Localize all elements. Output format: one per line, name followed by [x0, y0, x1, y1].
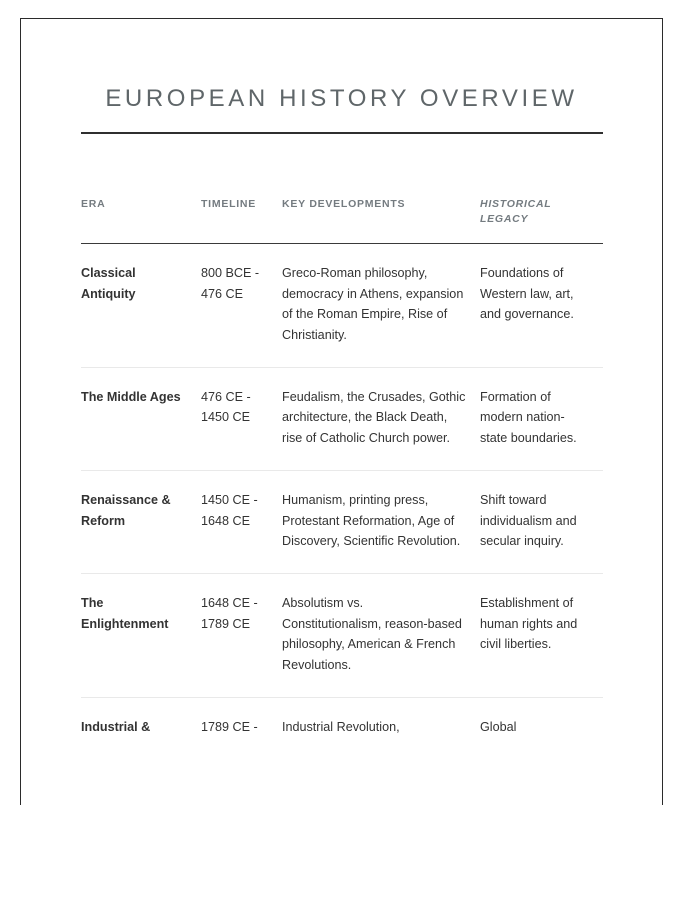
table-row	[81, 574, 603, 698]
cell-developments: Humanism, printing press, Protestant Reformation, Age of Discovery, Scientific Revolution.	[282, 471, 480, 574]
column-header-developments: KEY DEVELOPMENTS	[282, 197, 480, 244]
column-header-era: ERA	[81, 197, 201, 244]
cell-legacy: Global	[480, 719, 517, 734]
cell-era: The Enlightenment	[81, 574, 201, 698]
cell-era: Industrial &	[81, 719, 151, 734]
history-table-container	[81, 197, 603, 759]
cell-legacy: Foundations of Western law, art, and governance.	[480, 244, 603, 368]
document-page	[20, 18, 663, 805]
page-title: EUROPEAN HISTORY OVERVIEW	[105, 85, 578, 112]
cell-timeline: 1450 CE - 1648 CE	[201, 471, 282, 574]
table-row	[81, 697, 603, 759]
european-history-table	[81, 197, 603, 759]
cell-timeline: 800 BCE - 476 CE	[201, 244, 282, 368]
table-header-row	[81, 197, 603, 244]
cell-legacy: Formation of modern nation-state boundaries.	[480, 368, 603, 471]
cell-developments: Feudalism, the Crusades, Gothic architecture, the Black Death, rise of Catholic Church power.	[282, 368, 480, 471]
table-body	[81, 244, 603, 759]
table-header	[81, 197, 603, 244]
table-row	[81, 368, 603, 471]
cell-legacy: Establishment of human rights and civil liberties.	[480, 574, 603, 698]
cell-era: Renaissance & Reform	[81, 471, 201, 574]
cell-timeline: 1789 CE -	[201, 719, 258, 734]
cell-timeline: 476 CE - 1450 CE	[201, 368, 282, 471]
cell-developments: Industrial Revolution,	[282, 719, 400, 734]
cell-timeline: 1648 CE - 1789 CE	[201, 574, 282, 698]
cell-legacy: Shift toward individualism and secular inquiry.	[480, 471, 603, 574]
title-divider-rule	[81, 132, 603, 134]
cell-developments: Absolutism vs. Constitutionalism, reason-based philosophy, American & French Revolutions.	[282, 574, 480, 698]
table-row	[81, 244, 603, 368]
column-header-legacy: HISTORICAL LEGACY	[480, 197, 603, 244]
cell-era: Classical Antiquity	[81, 244, 201, 368]
column-header-timeline: TIMELINE	[201, 197, 282, 244]
cell-developments: Greco-Roman philosophy, democracy in Athens, expansion of the Roman Empire, Rise of Christianity.	[282, 244, 480, 368]
table-row	[81, 471, 603, 574]
cell-era: The Middle Ages	[81, 368, 201, 471]
